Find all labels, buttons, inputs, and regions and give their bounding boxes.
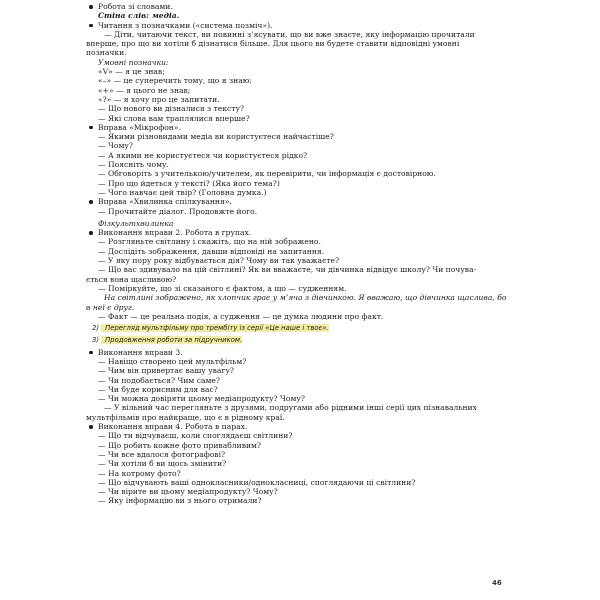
bullet-item: Вправа «Мікрофон». [86,123,516,132]
question-line: — Чи вірите ви цьому медіапродукту? Чому? [98,487,278,497]
question-line: — Чи хотіли б ви щось змінити? [98,459,227,469]
section-heading [86,336,516,345]
section-title: Перегляд мультфільму про трембіту із серії «Це наше і твоє». [101,324,328,332]
question-line: — Обговоріть з учителькою/учителем, як перевірити, чи інформація є достовірною. [98,169,436,179]
bullet-item: Читання з позначками («система позміч»). [86,21,516,30]
section-heading [86,324,516,333]
page-number: 46 [492,579,502,587]
question-line: — На котрому фото? [98,468,181,478]
section-title: Продовження роботи за підручником. [101,336,242,344]
example-answer-cont: в неї є друг. [86,302,135,312]
question-line: — Чим він привертає вашу увагу? [98,366,234,376]
question-line: — Дослідіть зображення, давши відповіді на запитання. [98,246,325,256]
question-line: — Що нового ви дізналися з тексту? [98,104,245,114]
mark-legend-item: «?» — я хочу про це запитати. [98,94,220,104]
paragraph-line: вперше, про що ви хотіли б дізнатися більше. Для цього ви будете ставити відповідні умовні [86,39,460,49]
question-line: — Факт — це реальна подія, а судження — це думка людини про факт. [98,311,384,321]
section-number: 3) [92,336,99,345]
question-line: — А якими не користуєтеся чи користуєтеся рідко? [98,150,308,160]
mark-legend-item: «+» — я цього не знав; [98,85,191,95]
bullet-item: Робота зі словами. [86,2,516,11]
question-line: — Що ти відчуваєш, коли споглядаєш світлини? [98,431,293,441]
mark-legend-item: «–» — це суперечить тому, що я знаю; [98,76,252,86]
paragraph-line: — У вільний час перегляньте з друзями, подругами або рідними інші серії цих пізнавальних [104,403,477,413]
question-line: — Яку інформацію ви з нього отримали? [98,496,262,506]
question-line: — Прочитайте діалог. Продовжте його. [98,206,258,216]
question-line: — Чи можна довіряти цьому медіапродукту? Чому? [98,394,305,404]
question-line: — Якими різновидами медіа ви користуєтеся найчастіше? [98,132,334,142]
example-answer: На світлині зображено, як хлопчик грає у м’яча з дівчинкою. Я вважаю, що дівчинка щаслива, бо [104,293,507,303]
question-line: — У яку пору року відбувається дія? Чому ви так уважаєте? [98,256,340,266]
question-line: — Які слова вам траплялися вперше? [98,113,250,123]
question-line: — Що робить кожне фото привабливим? [98,440,262,450]
mark-legend-item: «V» — я це знав; [98,67,165,77]
bullet-item: Вправа «Хвилинка спілкування». [86,197,516,206]
question-line: — Поміркуйте, що зі сказаного є фактом, а що — судженням. [98,283,347,293]
subheading-fizkult: Фізкультхвилинка [98,218,174,228]
question-line: — Чи подобається? Чим саме? [98,375,220,385]
question-line: — Навіщо створено цей мультфільм? [98,356,247,366]
question-line: — Чого навчає цей твір? (Головна думка.) [98,187,267,197]
paragraph-line: позначки. [86,48,127,58]
question-line-cont: ється вона щасливою? [86,274,177,284]
question-line: — Чому? [98,141,133,151]
question-line: — Чи все вдалося фотографові? [98,449,226,459]
paragraph-line: — Діти, читаючи текст, ви повинні з’ясувати, що ви вже знаєте, яку інформацію прочитали [104,29,475,39]
bullet-item: Виконання вправи 4. Робота в парах. [86,422,516,431]
question-line: — Про що йдеться у тексті? (Яка його тема?) [98,178,280,188]
page-content [86,2,516,506]
question-line: — Що відчувають ваші однокласники/однокласниці, споглядаючи ці світлини? [98,477,416,487]
bullet-item: Виконання вправи 3. [86,348,516,357]
bullet-item: Виконання вправи 2. Робота в групах. [86,228,516,237]
question-line: — Розгляньте світлину і скажіть, що на ній зображено. [98,237,321,247]
paragraph-line: мультфільмів про найкраще, що є в рідному краї. [86,412,285,422]
question-line: — Чи буде корисним для вас? [98,384,218,394]
question-line: — Що вас здивувало на цій світлині? Як ви вважаєте, чи дівчинка відвідує школу? Чи почува- [98,265,477,275]
question-line: — Поясніть чому. [98,160,169,170]
subheading: Умовні позначки: [98,57,169,67]
section-number: 2) [92,324,99,333]
word-wall-line: Стіна слів: медіа. [98,11,180,21]
